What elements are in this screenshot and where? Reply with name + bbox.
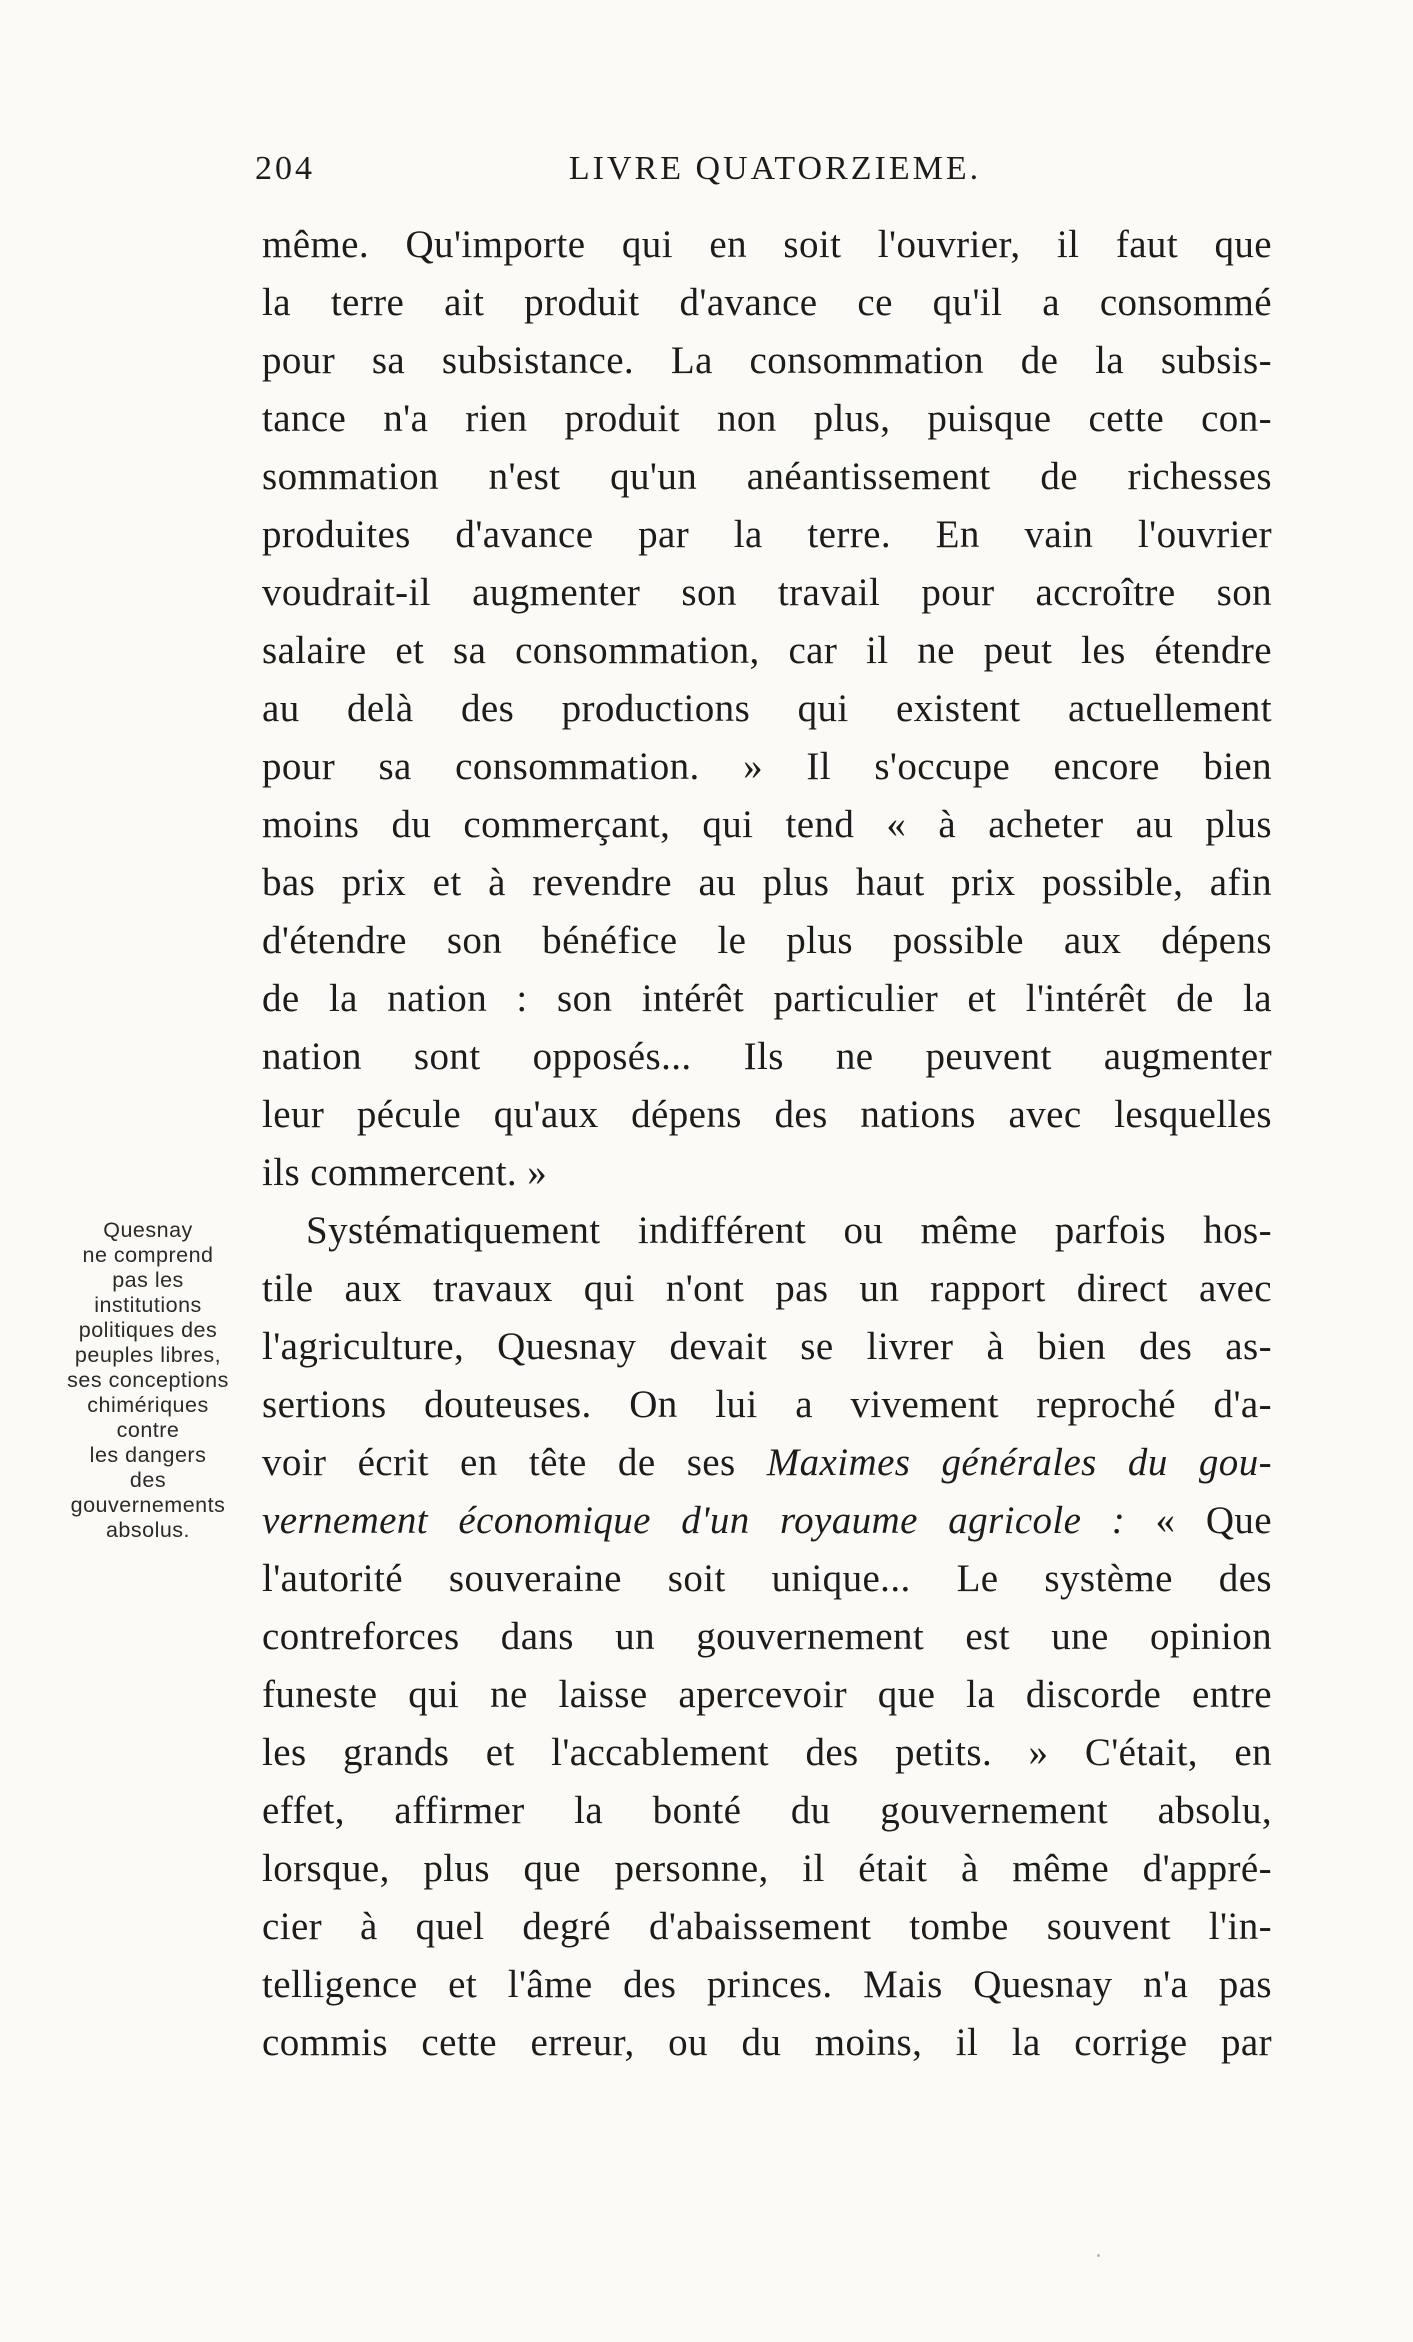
marginal-note-line: pas les	[112, 1268, 184, 1292]
text-line: même. Qu'importe qui en soit l'ouvrier, il faut que	[262, 223, 1272, 266]
text-line: salaire et sa consommation, car il ne peut les étendre	[262, 629, 1272, 672]
text-line: sommation n'est qu'un anéantissement de richesses	[262, 455, 1272, 498]
text-line: tile aux travaux qui n'ont pas un rapport direct avec	[262, 1267, 1272, 1310]
text-line: Systématiquement indifférent ou même parfois hos-	[306, 1209, 1272, 1252]
text-line: telligence et l'âme des princes. Mais Quesnay n'a pas	[262, 1963, 1272, 2006]
text-line: bas prix et à revendre au plus haut prix possible, afin	[262, 861, 1272, 904]
text-line: tance n'a rien produit non plus, puisque cette con-	[262, 397, 1272, 440]
text-line: commis cette erreur, ou du moins, il la corrige par	[262, 2021, 1272, 2064]
marginal-note-line: institutions	[94, 1293, 202, 1317]
marginal-note-line: chimériques	[87, 1393, 209, 1417]
text-line: funeste qui ne laisse apercevoir que la discorde entre	[262, 1673, 1272, 1716]
marginal-note-line: ne comprend	[82, 1243, 214, 1267]
text-line: de la nation : son intérêt particulier et l'intérêt de la	[262, 977, 1272, 1020]
text-line: produites d'avance par la terre. En vain l'ouvrier	[262, 513, 1272, 556]
text-line: moins du commerçant, qui tend « à acheter au plus	[262, 803, 1272, 846]
line-text: « Que	[1155, 1499, 1272, 1542]
text-line: les grands et l'accablement des petits. » C'était, en	[262, 1731, 1272, 1774]
marginal-note	[58, 1218, 238, 1543]
marginal-note-line: politiques des	[78, 1318, 218, 1342]
text-line: l'autorité souveraine soit unique... Le système des	[262, 1557, 1272, 1600]
text-line: voudrait-il augmenter son travail pour accroître son	[262, 571, 1272, 614]
marginal-note-line: ses conceptions	[67, 1368, 229, 1392]
text-line: cier à quel degré d'abaissement tombe souvent l'in-	[262, 1905, 1272, 1948]
running-title: LIVRE QUATORZIEME.	[568, 150, 982, 187]
text-line: sertions douteuses. On lui a vivement reproché d'a-	[262, 1383, 1272, 1426]
text-line: leur pécule qu'aux dépens des nations avec lesquelles	[262, 1093, 1272, 1136]
line-text: voir écrit en tête de ses	[262, 1441, 736, 1484]
marginal-note-line: absolus.	[105, 1518, 191, 1542]
text-line: pour sa subsistance. La consommation de la subsis-	[262, 339, 1272, 382]
marginal-note-line: peuples libres,	[74, 1343, 222, 1367]
marginal-note-line: Quesnay	[103, 1218, 193, 1242]
text-line: d'étendre son bénéfice le plus possible aux dépens	[262, 919, 1272, 962]
text-line: lorsque, plus que personne, il était à même d'appré-	[262, 1847, 1272, 1890]
text-line: nation sont opposés... Ils ne peuvent augmenter	[262, 1035, 1272, 1078]
text-line: contreforces dans un gouvernement est une opinion	[262, 1615, 1272, 1658]
paper-speck	[1097, 2254, 1100, 2257]
marginal-note-line: les dangers	[89, 1443, 207, 1467]
text-line: pour sa consommation. » Il s'occupe encore bien	[262, 745, 1272, 788]
text-line-with-italic-title	[262, 1492, 1272, 1550]
text-line: effet, affirmer la bonté du gouvernement absolu,	[262, 1789, 1272, 1832]
text-line: au delà des productions qui existent actuellement	[262, 687, 1272, 730]
marginal-note-line: contre	[116, 1418, 180, 1442]
running-head	[255, 150, 1275, 194]
page-number: 204	[255, 150, 315, 187]
text-line-with-italic-title	[262, 1434, 1272, 1492]
text-line: la terre ait produit d'avance ce qu'il a consommé	[262, 281, 1272, 324]
body-text	[262, 216, 1272, 2072]
marginal-note-line: des	[129, 1468, 167, 1492]
marginal-note-line: gouvernements	[70, 1493, 226, 1517]
text-line: l'agriculture, Quesnay devait se livrer à bien des as-	[262, 1325, 1272, 1368]
italic-book-title-continued: vernement économique d'un royaume agricole :	[262, 1499, 1126, 1542]
italic-book-title: Maximes générales du gou-	[766, 1441, 1272, 1484]
text-line: ils commercent. »	[262, 1151, 548, 1194]
